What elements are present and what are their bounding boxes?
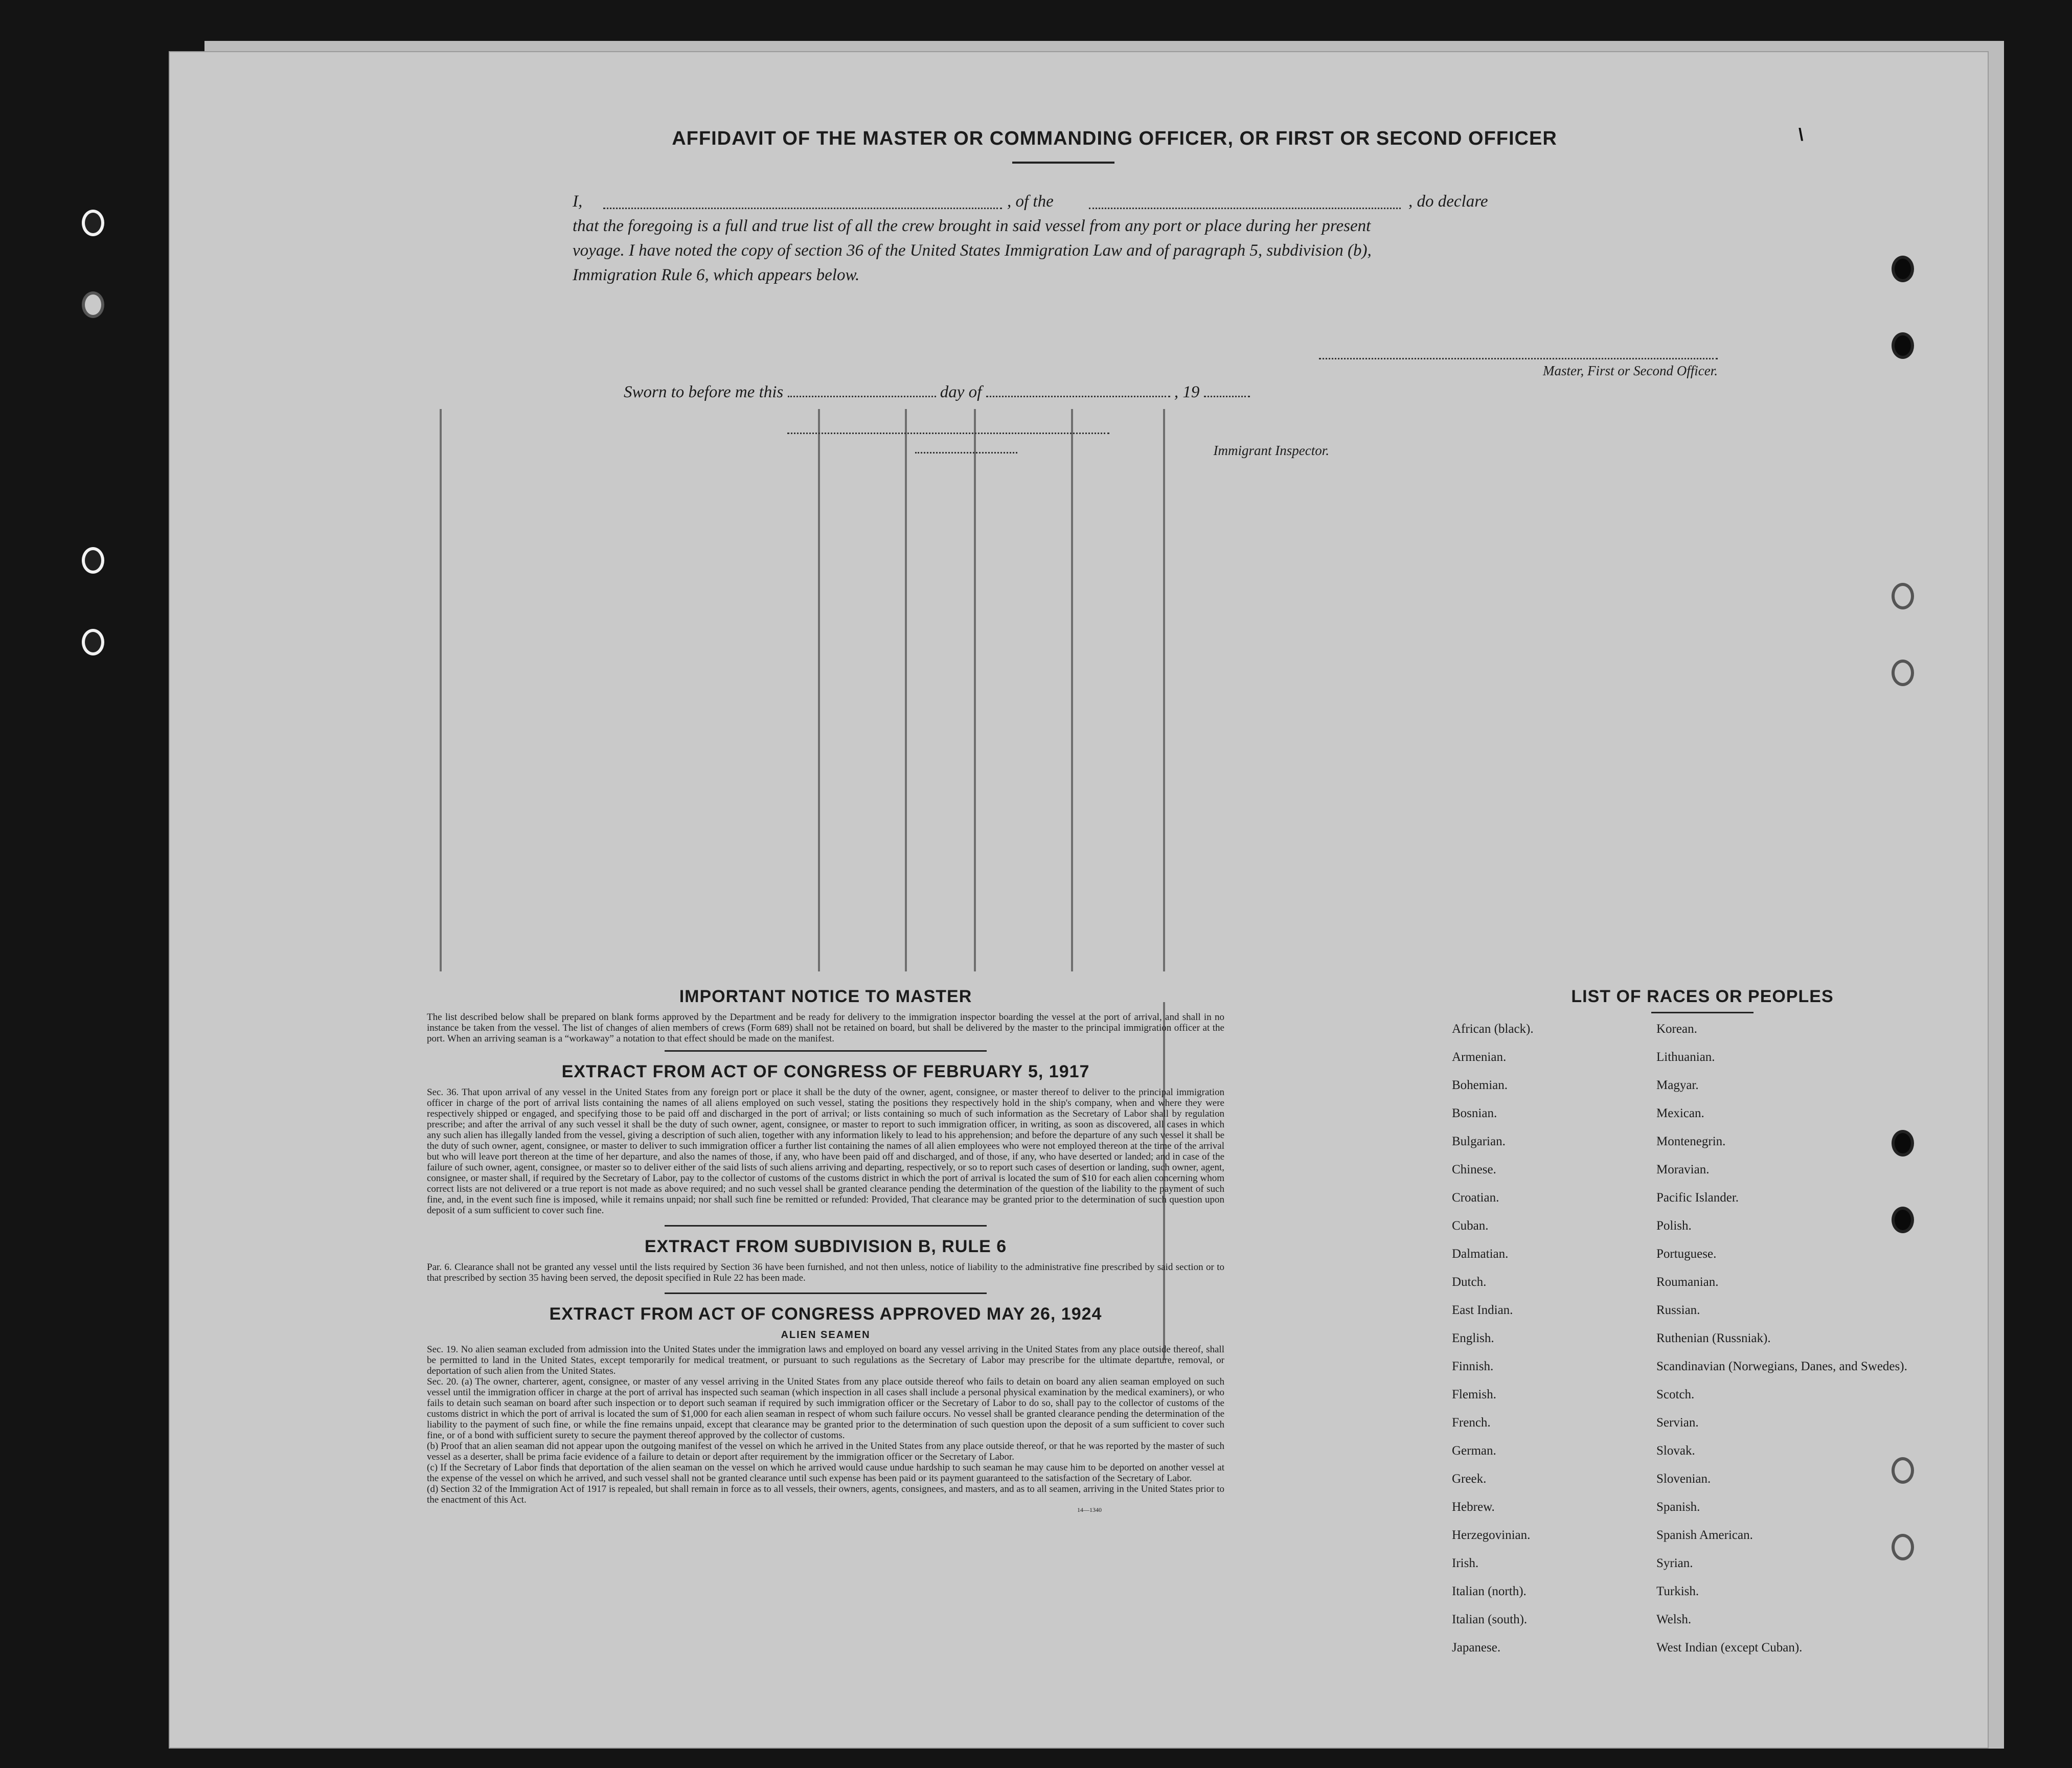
race-item: Mexican. — [1656, 1106, 1704, 1120]
race-item: Armenian. — [1452, 1050, 1507, 1064]
race-item: Bosnian. — [1452, 1106, 1497, 1120]
section-rule — [665, 1225, 987, 1227]
race-item: Greek. — [1452, 1472, 1487, 1486]
manifest-page — [169, 51, 1989, 1749]
race-item: Lithuanian. — [1656, 1050, 1715, 1064]
bleed-through-line — [818, 409, 820, 971]
race-item: Welsh. — [1656, 1613, 1692, 1626]
race-item: Cuban. — [1452, 1219, 1489, 1233]
bleed-through-line — [974, 409, 976, 971]
race-item: Dutch. — [1452, 1275, 1487, 1289]
races-left-column — [1452, 1023, 1656, 1669]
day-of-label: day of — [940, 383, 982, 401]
extract-rule6-title: EXTRACT FROM SUBDIVISION B, RULE 6 — [644, 1237, 1007, 1256]
section-rule — [665, 1293, 987, 1294]
punch-hole — [82, 547, 104, 574]
affidavit-line-2: that the foregoing is a full and true list of all the crew brought in said vessel from any port or place during her present — [573, 217, 1371, 235]
affidavit-of-the: , of the — [1007, 192, 1054, 211]
race-item: German. — [1452, 1444, 1496, 1458]
punch-hole — [82, 629, 104, 655]
race-item: Bohemian. — [1452, 1078, 1508, 1092]
race-item: Moravian. — [1656, 1163, 1710, 1176]
race-item: Scandinavian (Norwegians, Danes, and Swedes). — [1656, 1359, 1907, 1373]
extract-1917-body: Sec. 36. That upon arrival of any vessel in the United States from any foreign port or place it shall be the duty of the owner, agent, consignee, or master thereof to deliver to the principal immigration officer in charge of the port of arrival lists containing the names of all aliens employed on such vessel, stating the positions they respectively hold in the ship's company, when and where they were respectively shipped or engaged, and specifying those to be paid off and discharged in the port of arrival; or lists containing so much of such information as the Secretary of Labor shall by regulation prescribe; and after the arrival of any such vessel it shall be the duty of such owner, agent, consignee, or master to report to such immigration officer, in writing, as soon as discovered, all cases in which any such alien has illegally landed from the vessel, giving a description of such alien, together with any information likely to lead to his apprehension; and before the departure of any such vessel it shall be the duty of such owner, agent, consignee, or master to deliver to such immigration officer a further list containing the names of all alien employees who were not employed thereon at the time of the arrival but who will leave port thereon at the time of her departure, and also the names of those, if any, who have been paid off and discharged, and of those, if any, who have deserted or landed; and in case of the failure of such owner, agent, consignee, or master so to deliver either of the said lists of such aliens arriving and departing, respectively, or so to report such cases of desertion or landing, such owner, agent, consignee, or master shall, if required by the Secretary of Labor, pay to the collector of customs of the customs district in which the port of arrival is located the sum of $10 for each alien concerning whom correct lists are not delivered or a true report is not made as above required; and no such vessel shall be granted clearance pending the determination of the question of the liability to the payment of such fine, and, in the event such fine is imposed, while it remains unpaid; nor shall such fine be remitted or refunded: Provided, That clearance may be granted prior to the determination of such question upon deposit of a sum sufficient to cover such fine. — [427, 1087, 1224, 1216]
signature-label: Master, First or Second Officer. — [1543, 363, 1718, 378]
race-item: Russian. — [1656, 1303, 1700, 1317]
bleed-through-line — [440, 409, 442, 971]
affidavit-line-3: voyage. I have noted the copy of section 36 of the United States Immigration Law and of paragraph 5, subdivision (b), — [573, 241, 1372, 260]
vessel-field[interactable] — [1089, 194, 1401, 209]
race-item: Roumanian. — [1656, 1275, 1719, 1289]
affidavit-line-1 — [573, 189, 1723, 214]
bleed-through-line — [905, 409, 907, 971]
page-mark: \ — [1798, 125, 1804, 145]
race-item: Irish. — [1452, 1556, 1479, 1570]
punch-hole — [82, 291, 104, 318]
race-item: Italian (north). — [1452, 1584, 1527, 1598]
race-item: Portuguese. — [1656, 1247, 1717, 1261]
extract-1924-sec19: Sec. 19. No alien seaman excluded from admission into the United States under the immigration laws and employed on board any vessel arriving in the United States from any place outside thereof, shall be permitted to land in the United States, except temporarily for medical treatment, or pursuant to such regulations as the Secretary of Labor may prescribe for the ultimate departure, removal, or deportation of such alien from the United States. — [427, 1344, 1224, 1376]
race-item: Montenegrin. — [1656, 1135, 1726, 1148]
race-item: Polish. — [1656, 1219, 1692, 1233]
race-item: English. — [1452, 1331, 1494, 1345]
sworn-label: Sworn to before me this — [624, 383, 784, 401]
race-item: Turkish. — [1656, 1584, 1699, 1598]
punch-hole — [1892, 583, 1914, 609]
extract-1924-sec20c: (c) If the Secretary of Labor finds that deportation of the alien seaman on the vessel on which he arrived would cause undue hardship to such seaman he may cause him to be deported on another vessel at the expense of the vessel on which he arrived, and such vessel shall not be granted clearance until such expense has been paid or its payment guaranteed to the satisfaction of the Secretary of Labor. — [427, 1462, 1224, 1484]
race-item: Spanish American. — [1656, 1528, 1753, 1542]
affidavit-line-4: Immigration Rule 6, which appears below. — [573, 266, 860, 284]
extract-1924-sec20d: (d) Section 32 of the Immigration Act of 1917 is repealed, but shall remain in force as to all vessels, their owners, agents, consignees, and masters, and as to all seamen, arriving in the United States prior to the enactment of this Act. — [427, 1484, 1224, 1505]
race-item: Scotch. — [1656, 1388, 1695, 1401]
race-item: Syrian. — [1656, 1556, 1693, 1570]
race-item: East Indian. — [1452, 1303, 1513, 1317]
inspector-label: Immigrant Inspector. — [1213, 443, 1329, 458]
punch-hole — [1892, 332, 1914, 359]
title-rule — [1012, 162, 1114, 164]
race-item: West Indian (except Cuban). — [1656, 1641, 1803, 1654]
extract-rule6-body: Par. 6. Clearance shall not be granted any vessel until the lists required by Section 36 have been furnished, and not then unless, notice of liability to the administrative fine prescribed by said section or to that prescribed by section 35 having been served, the deposit specified in Rule 22 has been made. — [427, 1262, 1224, 1283]
sworn-day-field[interactable] — [788, 382, 936, 397]
form-number: 14—1340 — [1077, 1506, 1102, 1513]
race-item: Herzegovinian. — [1452, 1528, 1531, 1542]
inspector-signature-line[interactable] — [787, 433, 1109, 434]
race-item: Bulgarian. — [1452, 1135, 1506, 1148]
affidavit-title: AFFIDAVIT OF THE MASTER OR COMMANDING OFFICER, OR FIRST OR SECOND OFFICER — [672, 128, 1557, 149]
race-item: Italian (south). — [1452, 1613, 1528, 1626]
race-item: Flemish. — [1452, 1388, 1496, 1401]
race-item: Croatian. — [1452, 1191, 1499, 1205]
races-right-column — [1656, 1023, 1943, 1669]
sworn-year-field[interactable] — [1204, 382, 1250, 397]
punch-hole — [1892, 256, 1914, 282]
notice-section — [427, 987, 1224, 1514]
section-rule — [665, 1050, 987, 1052]
race-item: Japanese. — [1452, 1641, 1501, 1654]
races-section — [1447, 987, 1958, 1654]
sworn-month-field[interactable] — [986, 382, 1170, 397]
race-item: Korean. — [1656, 1022, 1697, 1036]
extract-1917-title: EXTRACT FROM ACT OF CONGRESS OF FEBRUARY 5, 1917 — [561, 1062, 1090, 1081]
year-prefix: , 19 — [1174, 383, 1200, 401]
affidavit-do-declare: , do declare — [1408, 192, 1488, 211]
race-item: African (black). — [1452, 1022, 1534, 1036]
extract-1924-sec20: Sec. 20. (a) The owner, charterer, agent, consignee, or master of any vessel arriving in the United States from any place outside thereof who fails to detain on board any alien seaman employed on such vessel until the immigration officer in charge at the port of arrival has inspected such seaman (which inspection in all cases shall include a personal physical examination by the medical examiners), or who fails to detain such seaman on board after such inspection or to deport such seaman if required by such immigration officer or the Secretary of Labor to do so, shall pay to the collector of customs of the customs district in which the port of arrival is located the sum of $1,000 for each alien seaman in respect of whom such failure occurs. No vessel shall be granted clearance pending the determination of the liability to the payment of such fine, or while the fine remains unpaid, except that clearance may be granted prior to the determination of such question upon the deposit of a sum sufficient to cover such fine, or of a bond with sufficient surety to secure the payment thereof approved by the collector of customs. — [427, 1376, 1224, 1441]
affidavit-i: I, — [573, 192, 583, 211]
race-item: Finnish. — [1452, 1359, 1494, 1373]
race-item: Pacific Islander. — [1656, 1191, 1739, 1205]
bleed-through-line — [1163, 409, 1165, 971]
affidavit-text — [573, 189, 1723, 287]
extract-1924-title: EXTRACT FROM ACT OF CONGRESS APPROVED MAY 26, 1924 — [549, 1304, 1102, 1324]
signature-line[interactable] — [1319, 358, 1718, 359]
race-item: Hebrew. — [1452, 1500, 1495, 1514]
alien-seamen-subtitle: ALIEN SEAMEN — [781, 1329, 871, 1341]
race-item: Servian. — [1656, 1416, 1699, 1430]
race-item: Slovak. — [1656, 1444, 1695, 1458]
race-item: Dalmatian. — [1452, 1247, 1509, 1261]
races-title: LIST OF RACES OR PEOPLES — [1571, 987, 1834, 1006]
notice-body: The list described below shall be prepared on blank forms approved by the Department and be ready for delivery to the immigration inspector boarding the vessel at the port of arrival, and shall in no instance be taken from the vessel. The list of changes of alien members of crews (Form 689) shall not be retained on board, but shall be delivered by the master to the principal immigration officer at the port. When an arriving seaman is a “workaway” a notation to that effect should be made on the manifest. — [427, 1012, 1224, 1044]
punch-hole — [82, 210, 104, 236]
bleed-through-line — [1071, 409, 1073, 971]
sworn-line — [624, 382, 1250, 402]
races-rule — [1651, 1012, 1754, 1013]
race-item: French. — [1452, 1416, 1491, 1430]
race-item: Magyar. — [1656, 1078, 1699, 1092]
race-item: Slovenian. — [1656, 1472, 1711, 1486]
race-item: Ruthenian (Russniak). — [1656, 1331, 1771, 1345]
punch-hole — [1892, 660, 1914, 686]
race-item: Spanish. — [1656, 1500, 1700, 1514]
race-item: Chinese. — [1452, 1163, 1496, 1176]
notice-title: IMPORTANT NOTICE TO MASTER — [679, 987, 972, 1006]
extract-1924-sec20b: (b) Proof that an alien seaman did not appear upon the outgoing manifest of the vessel on which he arrived in the United States from any place outside thereof, or that he was reported by the master of such vessel as a deserter, shall be prima facie evidence of a failure to detain or deport after requirement by the immigration officer or the Secretary of Labor. — [427, 1441, 1224, 1462]
name-field[interactable] — [603, 194, 1002, 209]
